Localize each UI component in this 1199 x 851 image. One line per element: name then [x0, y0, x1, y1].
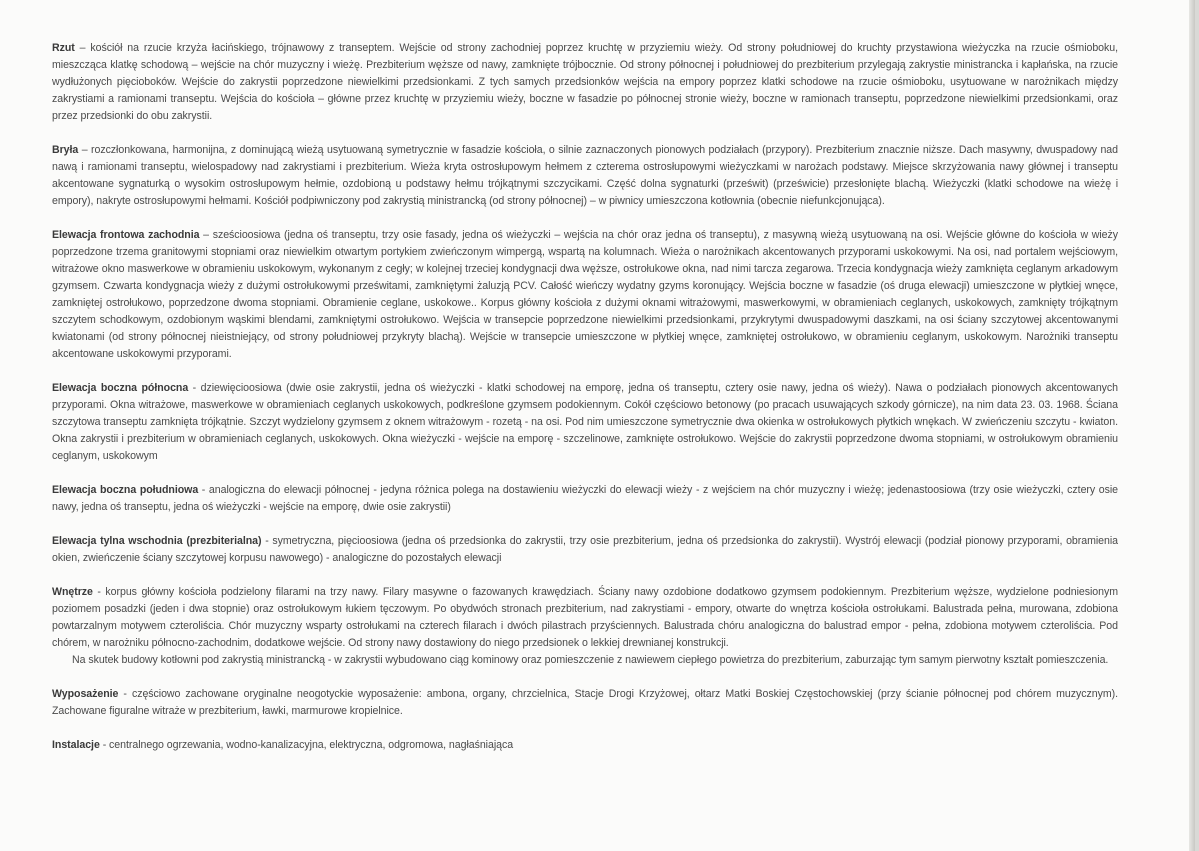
- section-text: - korpus główny kościoła podzielony filarami na trzy nawy. Filary masywne o fazowanych krawędziach. Ściany nawy ozdobione dodatkowo gzymsem podokiennym. Prezbiterium węższe, wydzielone podniesionym poziomem posadzki (jeden i dwa stopnie) oraz ostrołukowym łukiem tęczowym. Po obydwóch stronach prezbiterium, nad zakrystiami - empory, otwarte do wnętrza kościoła ostrołukami. Balustrada pełna, murowana, zdobiona powtarzalnym motywem czteroliścia. Chór muzyczny wsparty ostrołukami na czterech filarach i dwóch pilastrach przyściennych. Balustrada chóru analogiczna do balustrad empor - pełna, zdobiona motywem czteroliścia. Pod chórem, w narożniku północno-zachodnim, dodatkowe wejście. Od strony nawy dostawiony do niego przedsionek o lekkiej drewnianej konstrukcji.: [52, 586, 1118, 649]
- section-heading: Wyposażenie: [52, 688, 119, 700]
- section-elewacja-polnocna: [52, 380, 1118, 465]
- section-wnetrze-extra: Na skutek budowy kotłowni pod zakrystią ministrancką - w zakrystii wybudowano ciąg kominowy oraz pomieszczenie z nawiewem ciepłego powietrza do prezbiterium, zaburzając tym samym pierwotny kształt pomieszczenia.: [72, 654, 1109, 666]
- section-heading: Elewacja boczna południowa: [52, 484, 199, 496]
- section-elewacja-poludniowa: [52, 482, 1118, 516]
- section-text: – sześcioosiowa (jedna oś transeptu, trzy osie fasady, jedna oś wieżyczki – wejścia na chór oraz jedna oś transeptu), z masywną wieżą usytuowaną na osi. Wejście główne do kościoła w wieży poprzedzone trzema granitowymi stopniami oraz niewielkim otwartym portykiem zwieńczonym wimpergą, wspartą na kolumnach. Wieża o narożnikach akcentowanych przyporami uskokowymi. Na osi, nad portalem wejściowym, witrażowe okno maswerkowe w obramieniu uskokowym, wykonanym z cegły; w kolejnej trzeciej kondygnacji dwa węższe, ostrołukowe okna, nad nimi tarcza zegarowa. Trzecia kondygnacja wieży zamknięta ceglanym arkadowym gzymsem. Czwarta kondygnacja wieży z dużymi ostrołukowymi prześwitami, zamkniętymi żaluzją PCV. Całość wieńczy wydatny gzyms koronujący. Wejścia boczne w fasadzie (oś druga elewacji) umieszczone w płytkiej wnęce, zamkniętej ostrołukowo, poprzedzone dwoma stopniami. Obramienie ceglane, uskokowe.. Korpus główny kościoła z dużymi oknami witrażowymi, maswerkowymi, w obramieniach ceglanych, uskokowych, zamknięty trójkątnym szczytem schodkowym, ozdobionym wąskimi blendami, zamkniętymi ostrołukowo. Wejścia w transepcie poprzedzone niewielkimi przedsionkami, przykrytymi dwuspadowymi daszkami, na osi ściany szczytowej akcentowanymi kwiatonami (od strony północnej nieistniejący, od strony południowej przykryty blachą). Wejście w transepcie umieszczone w płytkiej wnęce, zamkniętej ostrołukowo, w obramieniu ceglanym, uskokowym. Narożniki transeptu akcentowane uskokowymi przyporami.: [52, 229, 1119, 360]
- section-heading: Rzut: [52, 42, 75, 54]
- section-text: - centralnego ogrzewania, wodno-kanalizacyjna, elektryczna, odgromowa, nagłaśniająca: [99, 739, 514, 751]
- section-wnetrze: [52, 584, 1118, 652]
- section-heading: Elewacja frontowa zachodnia: [52, 229, 200, 241]
- section-elewacja-wschodnia: [52, 533, 1118, 567]
- section-text: - dziewięcioosiowa (dwie osie zakrystii, jedna oś wieżyczki - klatki schodowej na emporę, jedna oś transeptu, cztery osie nawy, jedna oś wieży). Nawa o podziałach pionowych akcentowanych przyporami. Okna witrażowe, maswerkowe w obramieniach ceglanych uskokowych, podkreślone gzymsem podokiennym. Cokół częściowo betonowy (po pracach usuwających szkody górnicze), na nim data 23. 03. 1968. Ściana szczytowa transeptu zamknięta trójkątnie. Szczyt wydzielony gzymsem z oknem witrażowym - rozetą - na osi. Pod nim umieszczone symetrycznie dwa okienka w ostrołukowych płytkich wnękach. W zwieńczeniu szczytu - kwiaton. Okna zakrystii i prezbiterium w obramieniach ceglanych, uskokowych. Okna wieżyczki - wejście na emporę - szczelinowe, zamknięte ostrołukowo. Wejście do zakrystii poprzedzone dwoma stopniami, w ostrołukowym obramieniu ceglanym, uskokowym: [52, 382, 1118, 462]
- section-heading: Wnętrze: [52, 586, 93, 598]
- section-rzut: [52, 40, 1118, 125]
- section-wyposazenie: [52, 686, 1118, 720]
- section-text: – rozczłonkowana, harmonijna, z dominującą wieżą usytuowaną symetrycznie w fasadzie kościoła, o silnie zaznaczonych pionowych podziałach (przypory). Prezbiterium znacznie niższe. Dach masywny, dwuspadowy nad nawą i ramionami transeptu, wielospadowy nad zakrystiami i prezbiterium. Wieża kryta ostrosłupowym hełmem z czterema ostrosłupowymi wieżyczkami w narożach podstawy. Miejsce skrzyżowania nawy głównej i transeptu akcentowane sygnaturką o wysokim ostrosłupowym hełmie, ozdobioną u podstawy hełmu trójkątnymi szczycikami. Część dolna sygnaturki (prześwit) (prześwicie) przesłonięte blachą. Wieżyczki (klatki schodowe na wieżę i empory), nakryte ostrosłupowymi hełmami. Kościół podpiwniczony pod zakrystią ministrancką (od strony północnej) – w piwnicy umieszczona kotłownia (obecnie niefunkcjonująca).: [52, 144, 1118, 207]
- section-heading: Instalacje: [52, 739, 100, 751]
- section-instalacje: [52, 737, 1118, 754]
- section-elewacja-frontowa: [52, 227, 1118, 363]
- section-heading: Elewacja boczna północna: [52, 382, 189, 394]
- scan-edge: [1189, 0, 1195, 851]
- section-text: - symetryczna, pięcioosiowa (jedna oś przedsionka do zakrystii, trzy osie prezbiterium, jedna oś przedsionka do zakrystii). Wystrój elewacji (podział pionowy przyporami, obramienia okien, zwieńczenie ściany szczytowej korpusu nawowego) - analogiczne do pozostałych elewacji: [52, 535, 1118, 564]
- section-heading: Elewacja tylna wschodnia (prezbiterialna): [52, 535, 262, 547]
- section-bryla: [52, 142, 1118, 210]
- section-heading: Bryła: [52, 144, 79, 156]
- section-text: – kościół na rzucie krzyża łacińskiego, trójnawowy z transeptem. Wejście od strony zachodniej poprzez kruchtę w przyziemiu wieży. Od strony południowej do kruchty przystawiona wieżyczka na rzucie ośmioboku, mieszcząca klatkę schodową – wejście na chór muzyczny i wieżę. Prezbiterium węższe od nawy, zamknięte trójbocznie. Od strony północnej i południowej do prezbiterium przylegają zakrystie ministrancka i kapłańska, na rzucie wydłużonych pięcioboków. Wejście do zakrystii poprzedzone niewielkimi przedsionkami. Z tych samych przedsionków wejścia na empory poprzez klatki schodowe na rzucie ośmioboku, usytuowane w narożnikach między zakrystiami a ramionami transeptu. Wejścia do kościoła – główne przez kruchtę w przyziemiu wieży, boczne w fasadzie po północnej stronie wieży, boczne w ramionach transeptu, poprzedzone niewielkimi przedsionkami, oraz przez przedsionki do obu zakrystii.: [52, 42, 1118, 122]
- section-text: - częściowo zachowane oryginalne neogotyckie wyposażenie: ambona, organy, chrzcielnica, Stacje Drogi Krzyżowej, ołtarz Matki Boskiej Częstochowskiej (przy ścianie północnej pod chórem muzycznym). Zachowane figuralne witraże w prezbiterium, ławki, marmurowe kropielnice.: [52, 688, 1118, 717]
- document-body: [52, 40, 1118, 771]
- section-text: - analogiczna do elewacji północnej - jedyna różnica polega na dostawieniu wieżyczki do elewacji wieży - z wejściem na chór muzyczny i wieżę; jedenastoosiowa (trzy osie wieżyczki, cztery osie nawy, jedna oś transeptu, jedna oś wieżyczki - wejście na emporę, dwie osie zakrystii): [52, 484, 1118, 513]
